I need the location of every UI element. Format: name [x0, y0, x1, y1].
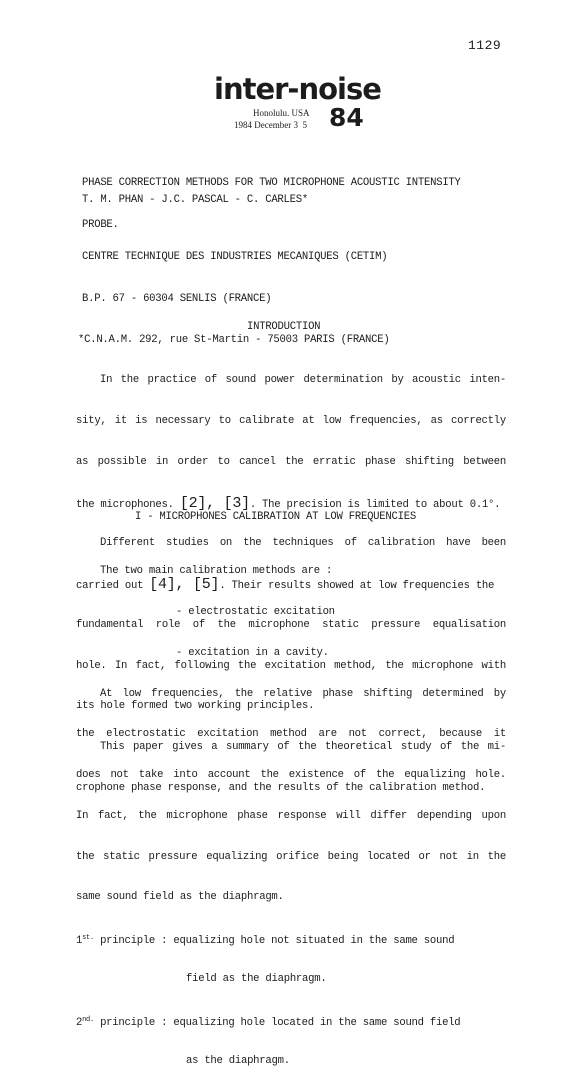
text-line: Different studies on the techniques of calibration have been — [100, 537, 506, 550]
affiliations — [78, 222, 389, 361]
conference-date: 1984 December 3 5 — [234, 120, 307, 130]
affiliation-line: CENTRE TECHNIQUE DES INDUSTRIES MECANIQUES (CETIM) — [82, 251, 388, 263]
section-heading-introduction: INTRODUCTION — [247, 321, 321, 333]
authors: T. M. PHAN - J.C. PASCAL - C. CARLES* — [82, 194, 308, 206]
text-fragment: carried out — [76, 580, 150, 593]
citation-ref: [2], [3] — [179, 494, 250, 512]
text-fragment: . The precision is limited to about 0.1°. — [249, 498, 501, 511]
principle-1-continuation: field as the diaphragm. — [186, 973, 327, 985]
text-line: as possible in order to cancel the erratic phase shifting between — [76, 455, 506, 468]
text-line: its hole formed two working principles. — [76, 700, 315, 713]
principle-text: equalizing hole located in the same sound field — [173, 1016, 461, 1029]
text-fragment: the microphones. — [76, 498, 180, 511]
text-line: At low frequencies, the relative phase shifting determined by — [100, 687, 506, 700]
principle-number: 1 — [76, 935, 83, 948]
text-line: sity, it is necessary to calibrate at low frequencies, as correctly — [76, 414, 506, 427]
affiliation-line: B.P. 67 - 60304 SENLIS (FRANCE) — [82, 292, 272, 305]
affiliation-line: *C.N.A.M. 292, rue St-Martin - 75003 PARIS (FRANCE) — [78, 334, 390, 347]
principle-1 — [76, 932, 506, 946]
title-line: PROBE. — [82, 218, 119, 231]
text-line: crophone phase response, and the results of the calibration method. — [76, 782, 486, 794]
text-line: In fact, the microphone phase response will differ depending upon — [76, 809, 506, 822]
text-line: - excitation in a cavity. — [176, 646, 329, 659]
text-line: fundamental role of the microphone static pressure equalisation — [76, 618, 506, 631]
calibration-body — [76, 538, 506, 1082]
text-line: - electrostatic excitation — [176, 605, 335, 618]
principle-2-continuation: as the diaphragm. — [186, 1054, 290, 1067]
text-line: same sound field as the diaphragm. — [76, 891, 284, 904]
citation-ref: [4], [5] — [149, 576, 220, 594]
title-line: PHASE CORRECTION METHODS FOR TWO MICROPHONE ACOUSTIC INTENSITY — [82, 177, 461, 189]
ordinal-suffix: st. — [82, 934, 94, 943]
principle-number: 2 — [76, 1016, 83, 1029]
page-number: 1129 — [468, 38, 502, 53]
text-fragment: . Their results showed at low frequencies the — [219, 580, 495, 593]
principle-label: principle : — [93, 1016, 174, 1029]
text-line: the electrostatic excitation method are not correct, because it — [76, 728, 506, 741]
ordinal-suffix: nd. — [82, 1015, 94, 1024]
principle-text: equalizing hole not situated in the same sound — [173, 935, 455, 948]
text-line: does not take into account the existence of the equalizing hole. — [76, 769, 506, 782]
text-line: In the practice of sound power determination by acoustic inten- — [100, 374, 506, 387]
text-line — [76, 494, 506, 512]
conference-year: 84 — [329, 103, 364, 132]
text-line: The two main calibration methods are : — [100, 565, 333, 578]
text-line: the static pressure equalizing orifice being located or not in the — [76, 850, 506, 863]
principle-label: principle : — [93, 935, 174, 948]
conference-logo: inter-noise — [214, 72, 381, 106]
principle-2 — [76, 1014, 506, 1028]
text-line: This paper gives a summary of the theoretical study of the mi- — [100, 741, 506, 754]
section-heading-one: I - MICROPHONES CALIBRATION AT LOW FREQUENCIES — [135, 511, 416, 523]
conference-location: Honolulu. USA — [253, 108, 310, 118]
text-line: hole. In fact, following the excitation method, the microphone with — [76, 659, 506, 672]
